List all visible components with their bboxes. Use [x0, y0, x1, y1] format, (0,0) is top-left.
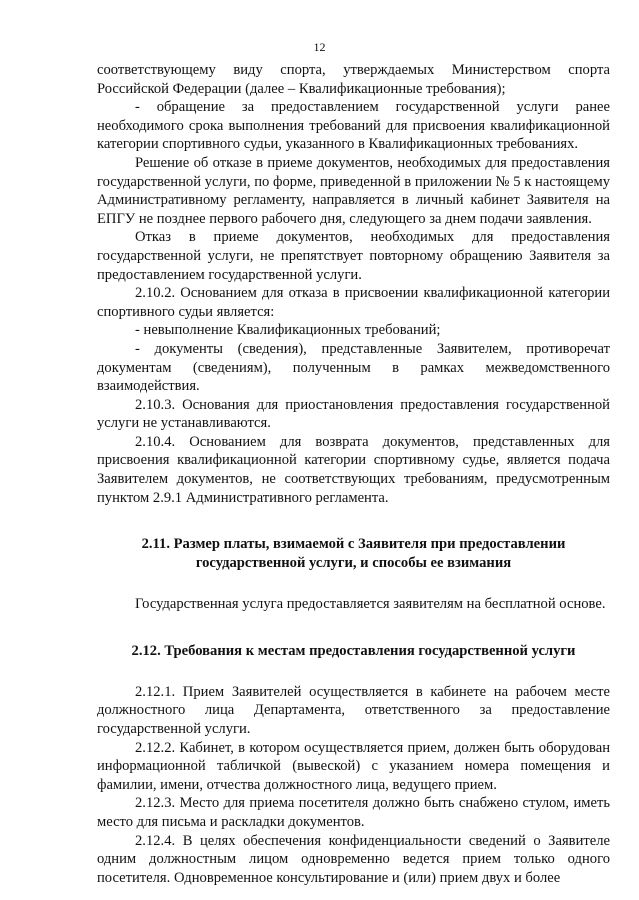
paragraph: Отказ в приеме документов, необходимых для предоставления государственной услуги, не препятствует повторному обращению Заявителя за предоставлением государственной услуги.	[97, 229, 610, 283]
paragraph: Решение об отказе в приеме документов, необходимых для предоставления государственной услуги, по форме, приведенной в приложении № 5 к настоящему Административному регламенту, направляется в личный кабинет Заявителя на ЕПГУ не позднее первого рабочего дня, следующего за днем подачи заявления.	[97, 154, 610, 227]
paragraph: 2.10.2. Основанием для отказа в присвоении квалификационной категории спортивного судьи является:	[97, 285, 610, 320]
paragraph: - обращение за предоставлением государственной услуги ранее необходимого срока выполнения требований для присвоения квалификационной категории спортивного судьи, указанного в Квалификационных требованиях.	[97, 99, 610, 153]
section-heading-2-11: 2.11. Размер платы, взимаемой с Заявителя при предоставлении государственной услуги, и способы ее взимания	[141, 536, 566, 572]
paragraph: 2.12.4. В целях обеспечения конфиденциальности сведений о Заявителе одним должностным лицом одновременно ведется прием только одного посетителя. Одновременное консультирование и (или) прием двух и более	[97, 832, 610, 886]
paragraph: - документы (сведения), представленные Заявителем, противоречат документам (сведениям), полученным в рамках межведомственного взаимодействия.	[97, 340, 610, 395]
paragraph: - невыполнение Квалификационных требований;	[135, 322, 441, 339]
page-number: 12	[313, 40, 326, 54]
paragraph: 2.12.3. Место для приема посетителя должно быть снабжено стулом, иметь место для письма и раскладки документов.	[97, 795, 610, 830]
section-heading-2-12: 2.12. Требования к местам предоставления государственной услуги	[131, 642, 576, 659]
paragraph: соответствующему виду спорта, утверждаемых Министерством спорта Российской Федерации (далее – Квалификационные требования);	[97, 62, 610, 97]
paragraph: Государственная услуга предоставляется заявителям на бесплатной основе.	[135, 596, 606, 613]
paragraph: 2.12.2. Кабинет, в котором осуществляется прием, должен быть оборудован информационной табличкой (вывеской) с указанием номера помещения и фамилии, имени, отчества должностного лица, ведущего прием.	[97, 739, 610, 793]
paragraph: 2.10.3. Основания для приостановления предоставления государственной услуги не устанавливаются.	[97, 396, 610, 432]
document-body	[97, 61, 610, 887]
paragraph: 2.10.4. Основанием для возврата документов, представленных для присвоения квалификационной категории спортивному судье, является подача Заявителем документов, не соответствующих требованиям, предусмотренным пунктом 2.9.1 Административного регламента.	[97, 433, 610, 506]
paragraph: 2.12.1. Прием Заявителей осуществляется в кабинете на рабочем месте должностного лица Департамента, ответственного за предоставление государственной услуги.	[97, 683, 610, 738]
